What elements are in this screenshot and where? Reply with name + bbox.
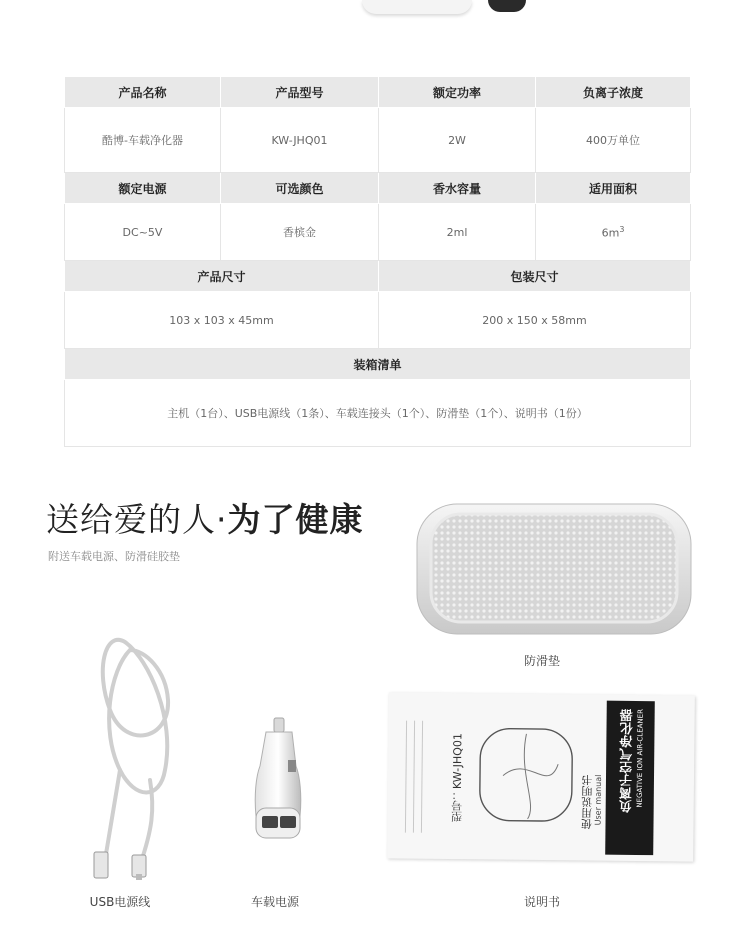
spec-value-area-number: 6m xyxy=(601,226,620,240)
manual-caption: 说明书 xyxy=(523,895,560,909)
spec-value-area-exponent: 3 xyxy=(619,224,625,234)
spec-value-row-2 xyxy=(65,204,691,261)
usb-cable-image xyxy=(90,630,200,880)
spec-value-package-size: 200 x 150 x 58mm xyxy=(379,292,691,349)
manual-title-en: User manual xyxy=(593,774,604,826)
gift-section-subtitle: 附送车载电源、防滑硅胶垫 xyxy=(48,550,180,563)
spec-table xyxy=(64,76,691,447)
spec-header-row-2 xyxy=(65,173,691,204)
spec-value-row-3 xyxy=(65,292,691,349)
spec-value-power: 2W xyxy=(379,108,536,173)
spec-value-row-1 xyxy=(65,108,691,173)
spec-header-perfume-capacity: 香水容量 xyxy=(379,173,536,204)
spec-header-color: 可选颜色 xyxy=(221,173,379,204)
spec-header-product-name: 产品名称 xyxy=(65,77,221,108)
spec-value-ion-concentration: 400万单位 xyxy=(536,108,691,173)
gift-section-title xyxy=(46,494,364,541)
pad-caption: 防滑垫 xyxy=(523,654,560,668)
spec-value-model: KW-JHQ01 xyxy=(221,108,379,173)
spec-header-model: 产品型号 xyxy=(221,77,379,108)
spec-header-power: 额定功率 xyxy=(379,77,536,108)
anti-slip-pad-image xyxy=(415,500,693,638)
spec-value-color: 香槟金 xyxy=(221,204,379,261)
spec-header-row-4 xyxy=(65,349,691,380)
manual-image xyxy=(387,692,695,861)
spec-header-packing-list: 装箱清单 xyxy=(65,349,691,380)
product-knob-shape xyxy=(488,0,526,12)
product-base-shape xyxy=(362,0,472,14)
spec-header-power-supply: 额定电源 xyxy=(65,173,221,204)
spec-value-row-4 xyxy=(65,380,691,447)
usb-cable-caption: USB电源线 xyxy=(89,895,151,909)
manual-title-cn: 使用说明书 xyxy=(580,774,595,830)
spec-header-product-size: 产品尺寸 xyxy=(65,261,379,292)
manual-cover-art xyxy=(387,692,695,861)
gift-title-light: 送给爱的人· xyxy=(46,500,228,539)
spec-value-power-supply: DC~5V xyxy=(65,204,221,261)
spec-value-product-size: 103 x 103 x 45mm xyxy=(65,292,379,349)
spec-header-package-size: 包装尺寸 xyxy=(379,261,691,292)
spec-value-area xyxy=(536,204,691,261)
manual-banner-cn: 负离子空气净化器 xyxy=(619,708,636,813)
manual-banner-en: NEGATIVE ION AIR-CLEANER xyxy=(635,708,645,808)
gift-title-bold: 为了健康 xyxy=(227,500,364,539)
product-image-top-crop xyxy=(350,0,550,18)
spec-value-perfume-capacity: 2ml xyxy=(379,204,536,261)
spec-header-row-1 xyxy=(65,77,691,108)
spec-header-row-3 xyxy=(65,261,691,292)
car-charger-image xyxy=(248,716,308,842)
car-charger-caption: 车载电源 xyxy=(250,895,299,909)
spec-value-product-name: 酷博-车载净化器 xyxy=(65,108,221,173)
spec-header-area: 适用面积 xyxy=(536,173,691,204)
spec-header-ion-concentration: 负离子浓度 xyxy=(536,77,691,108)
spec-value-packing-list: 主机（1台）、USB电源线（1条）、车载连接头（1个）、防滑垫（1个）、说明书（1份） xyxy=(65,380,691,447)
manual-model-text: 型号：KW-JHQ01 xyxy=(450,733,465,823)
